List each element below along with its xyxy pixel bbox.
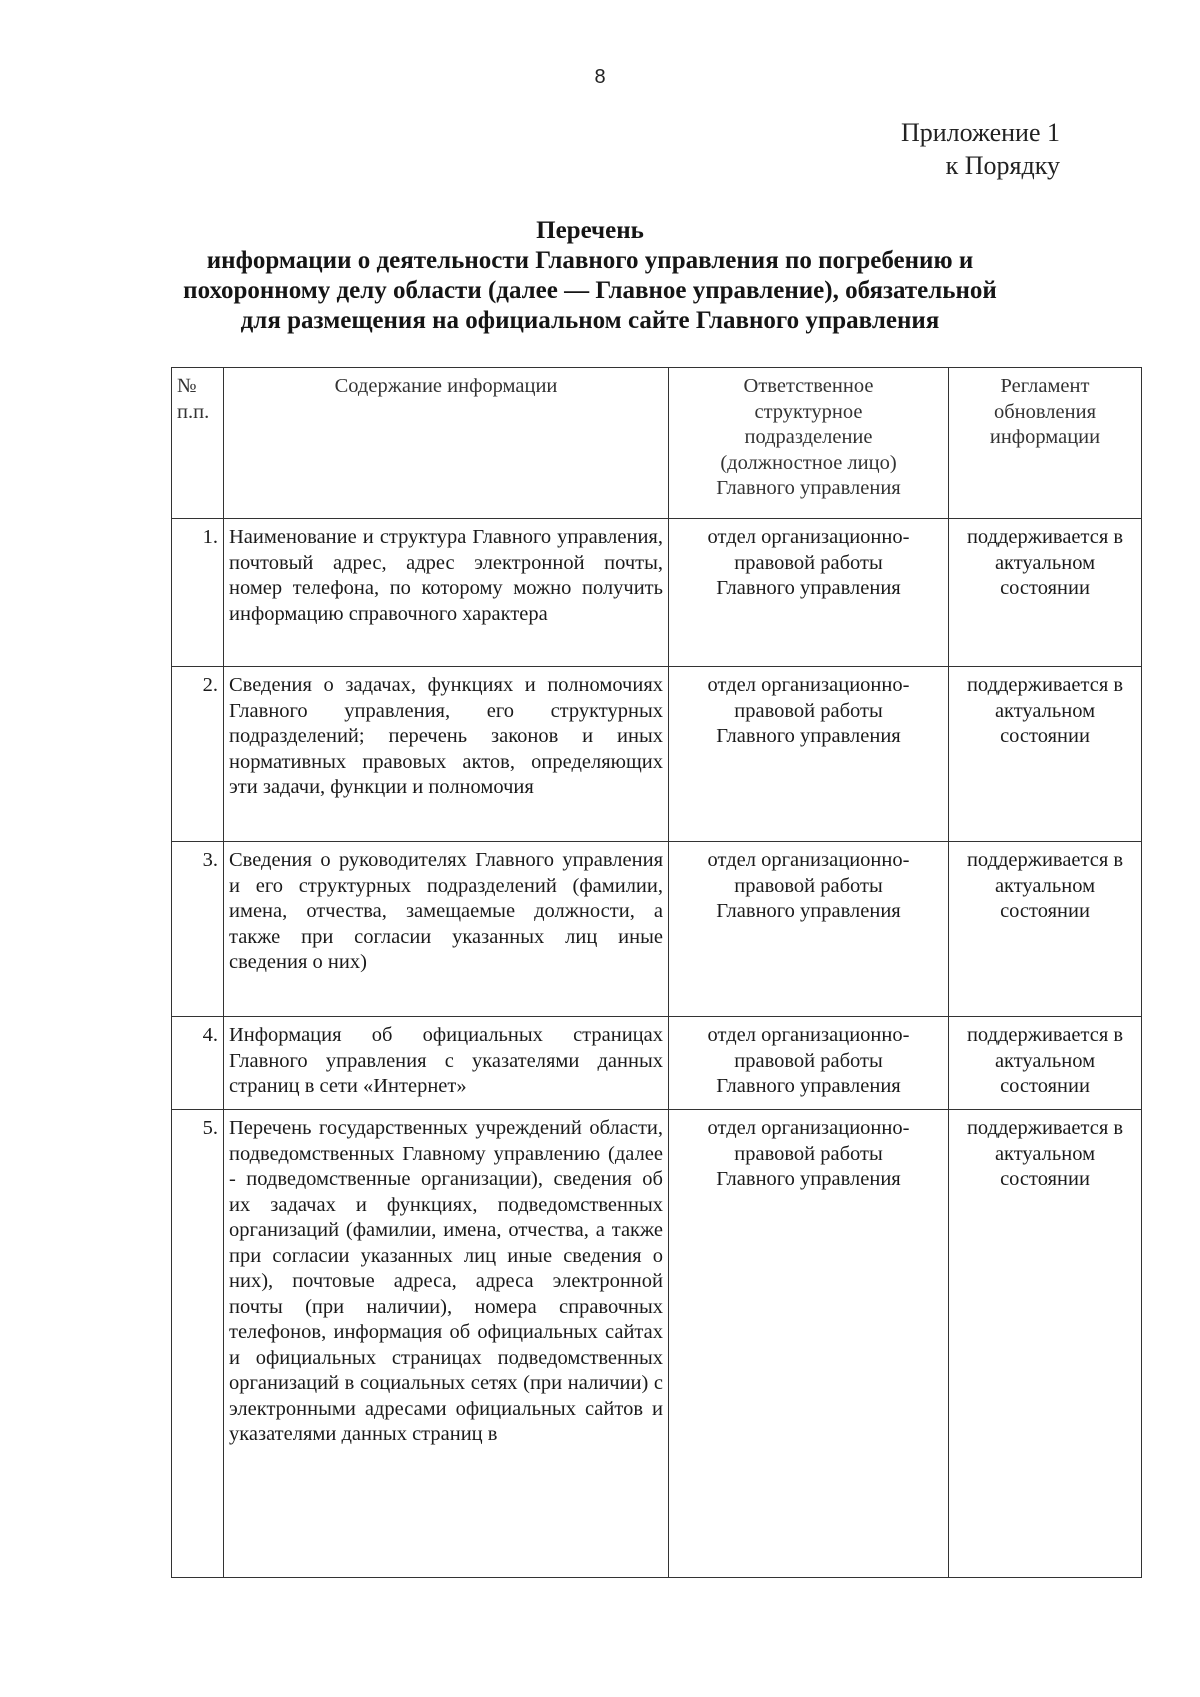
schedule-line: актуальном — [994, 699, 1096, 722]
schedule-line: поддерживается в — [966, 849, 1124, 871]
dept-line: Главного управления — [716, 725, 901, 747]
header-dept-line: подразделение — [744, 426, 873, 448]
dept-line: правовой работы — [734, 1142, 883, 1165]
schedule-line: состоянии — [1000, 1168, 1090, 1190]
table-row — [172, 842, 1142, 1017]
row-content: Наименование и структура Главного управления, почтовый адрес, адрес электронной почты, номер телефона, по которому можно получить информацию справочного характера — [224, 519, 669, 667]
row-number: 3. — [172, 842, 224, 1017]
row-content: Сведения о задачах, функциях и полномочиях Главного управления, его структурных подразделений; перечень законов и иных нормативных правовых актов, определяющих эти задачи, функции и полномочия — [224, 667, 669, 842]
header-schedule-line: информации — [989, 426, 1101, 448]
dept-line: Главного управления — [716, 577, 901, 599]
dept-line: правовой работы — [734, 874, 883, 897]
table-row — [172, 667, 1142, 842]
dept-line: правовой работы — [734, 551, 883, 574]
document-title — [150, 216, 1030, 336]
schedule-line: поддерживается в — [966, 674, 1124, 696]
dept-line: Главного управления — [716, 1075, 901, 1097]
header-number-symbol: № — [177, 375, 197, 397]
header-dept-line: (должностное лицо) — [720, 451, 897, 474]
row-number: 4. — [172, 1017, 224, 1110]
title-line-4: для размещения на официальном сайте Главного управления — [240, 307, 940, 334]
row-responsible-unit — [669, 667, 949, 842]
header-update-schedule — [949, 368, 1142, 519]
table-row — [172, 1110, 1142, 1578]
schedule-line: актуальном — [994, 551, 1096, 574]
header-number-abbr: п.п. — [177, 400, 210, 423]
appendix-label — [901, 116, 1060, 182]
dept-line: правовой работы — [734, 1049, 883, 1072]
row-update-schedule — [949, 842, 1142, 1017]
row-number: 2. — [172, 667, 224, 842]
schedule-line: состоянии — [1000, 725, 1090, 747]
schedule-line: состоянии — [1000, 577, 1090, 599]
header-content: Содержание информации — [224, 368, 669, 519]
row-update-schedule — [949, 667, 1142, 842]
dept-line: отдел организационно- — [707, 1117, 910, 1139]
row-update-schedule — [949, 519, 1142, 667]
dept-line: Главного управления — [716, 1168, 901, 1190]
row-update-schedule — [949, 1017, 1142, 1110]
dept-line: Главного управления — [716, 900, 901, 922]
row-responsible-unit — [669, 1110, 949, 1578]
header-number — [172, 368, 224, 519]
row-update-schedule — [949, 1110, 1142, 1578]
header-schedule-line: обновления — [993, 400, 1096, 423]
row-number: 5. — [172, 1110, 224, 1578]
table-row — [172, 519, 1142, 667]
schedule-line: поддерживается в — [966, 1117, 1124, 1139]
header-dept-line: Главного управления — [716, 477, 901, 499]
header-dept-line: Ответственное — [743, 375, 874, 397]
row-content: Информация об официальных страницах Главного управления с указателями данных страниц в сети «Интернет» — [224, 1017, 669, 1110]
row-responsible-unit — [669, 842, 949, 1017]
dept-line: отдел организационно- — [707, 849, 910, 871]
schedule-line: актуальном — [994, 1049, 1096, 1072]
table-header-row — [172, 368, 1142, 519]
schedule-line: поддерживается в — [966, 1024, 1124, 1046]
dept-line: отдел организационно- — [707, 526, 910, 548]
title-line-2: информации о деятельности Главного управления по погребению и — [206, 247, 974, 274]
schedule-line: поддерживается в — [966, 526, 1124, 548]
dept-line: правовой работы — [734, 699, 883, 722]
appendix-line-1: Приложение 1 — [900, 118, 1060, 147]
schedule-line: актуальном — [994, 1142, 1096, 1165]
row-content: Сведения о руководителях Главного управления и его структурных подразделений (фамилии, имена, отчества, замещаемые должности, а также при согласии указанных лиц иные сведения о них) — [224, 842, 669, 1017]
title-line-3: похоронному делу области (далее — Главное управление), обязательной — [183, 277, 997, 304]
row-responsible-unit — [669, 1017, 949, 1110]
appendix-line-2: к Порядку — [945, 151, 1060, 180]
dept-line: отдел организационно- — [707, 1024, 910, 1046]
dept-line: отдел организационно- — [707, 674, 910, 696]
table-row — [172, 1017, 1142, 1110]
header-schedule-line: Регламент — [1000, 375, 1090, 397]
schedule-line: актуальном — [994, 874, 1096, 897]
schedule-line: состоянии — [1000, 900, 1090, 922]
row-content: Перечень государственных учреждений области, подведомственных Главному управлению (далее - подведомственные организации), сведения об их задачах и функциях, подведомственных организаций (фамилии, имена, отчества, а также при согласии указанных лиц иные сведения о них), почтовые адреса, адреса электронной почты (при наличии), номера справочных телефонов, информация об официальных сайтах и официальных страницах подведомственных организаций в социальных сетях (при наличии) с электронными адресами официальных сайтов и указателями данных страниц в — [224, 1110, 669, 1578]
page-number: 8 — [594, 66, 606, 88]
row-responsible-unit — [669, 519, 949, 667]
title-line-1: Перечень — [536, 217, 644, 244]
information-table — [171, 367, 1142, 1578]
schedule-line: состоянии — [1000, 1075, 1090, 1097]
header-responsible-unit — [669, 368, 949, 519]
header-dept-line: структурное — [754, 400, 863, 423]
row-number: 1. — [172, 519, 224, 667]
